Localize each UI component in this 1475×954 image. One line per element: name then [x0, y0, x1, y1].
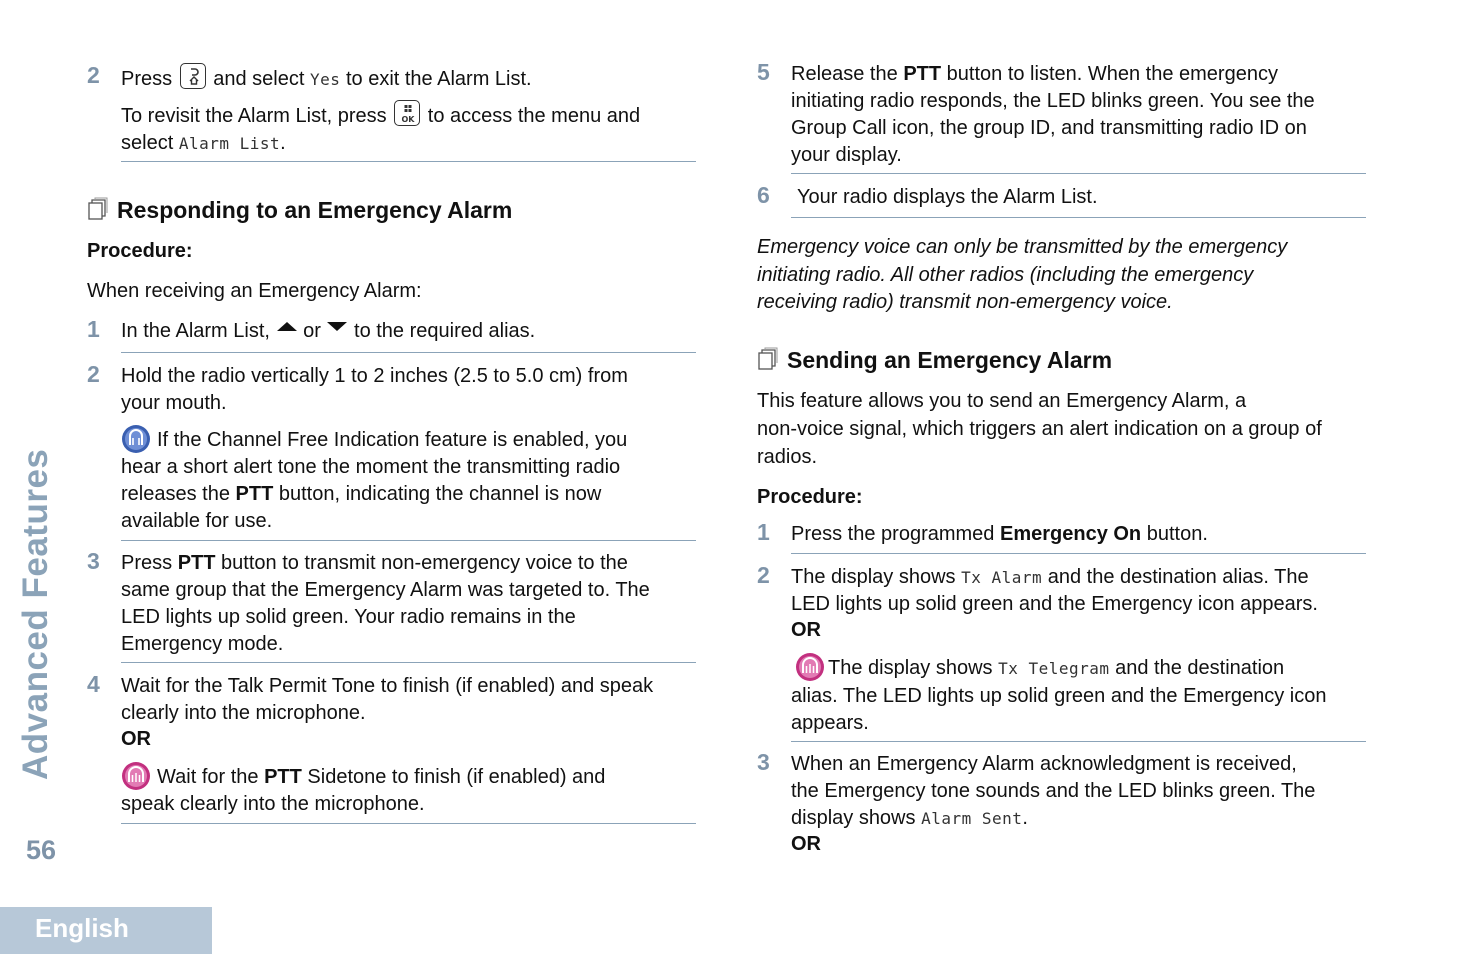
step-text: clearly into the microphone. — [121, 702, 366, 724]
step-text: Emergency On — [999, 523, 1142, 545]
step-text: appears. — [791, 712, 869, 734]
topic-icon — [757, 347, 779, 371]
up-arrow-icon — [276, 320, 298, 334]
step-text: PTT — [177, 552, 216, 574]
display-text-alarm-sent: Alarm Sent — [921, 809, 1023, 828]
tx-telegram-alt-cont — [791, 683, 1381, 737]
step-text: Wait for the — [157, 766, 259, 788]
note-text: PTT — [235, 483, 274, 505]
step-press-ptt — [121, 550, 701, 658]
step-text: select — [121, 132, 174, 154]
note-text: Emergency voice can only be transmitted by the emergency — [757, 236, 1288, 258]
step-number: 2 — [87, 62, 100, 88]
page-number: 56 — [26, 835, 57, 865]
description-text: non-voice signal, which triggers an alert indication on a group of — [757, 418, 1322, 440]
display-text-alarm-list: Alarm List — [178, 134, 281, 153]
step-text: Press the programmed — [791, 523, 995, 545]
step-text: the Emergency tone sounds and the LED blinks green. The — [791, 780, 1316, 802]
step-text: LED lights up solid green. Your radio remains in the — [121, 606, 576, 628]
language-tab — [0, 907, 212, 954]
description-text: radios. — [757, 446, 818, 468]
intro-text: When receiving an Emergency Alarm: — [87, 280, 422, 302]
svg-text:OK: OK — [401, 115, 415, 124]
step-text: speak clearly into the microphone. — [121, 793, 425, 815]
note-text: hear a short alert tone the moment the transmitting radio — [121, 456, 621, 478]
divider — [121, 823, 696, 824]
channel-free-note — [121, 424, 696, 535]
step-number: 3 — [87, 548, 100, 574]
step-text: to the required alias. — [354, 320, 536, 342]
step-text: your display. — [791, 144, 902, 166]
note-text: releases the — [121, 483, 230, 505]
divider — [791, 173, 1366, 174]
step-number: 1 — [87, 316, 100, 342]
step-hold-radio — [121, 363, 696, 417]
step-number: 2 — [757, 562, 770, 588]
section-title: Advanced Features — [16, 448, 55, 780]
display-text-tx-telegram: Tx Telegram — [998, 659, 1110, 678]
note-text: receiving radio) transmit non-emergency voice. — [757, 291, 1173, 313]
step-release-ptt — [791, 61, 1371, 169]
step-text: initiating radio responds, the LED blinks green. You see the — [791, 90, 1315, 112]
back-home-key-icon — [180, 63, 206, 89]
display-text-tx-alarm: Tx Alarm — [961, 568, 1043, 587]
step-acknowledgment — [791, 751, 1381, 857]
step-text: Group Call icon, the group ID, and transmitting radio ID on — [791, 117, 1307, 139]
divider — [121, 352, 696, 353]
step-text: . — [1022, 807, 1028, 829]
step-exit-alarm-list — [121, 63, 701, 157]
step-text: button to listen. When the emergency — [946, 63, 1278, 85]
step-text: display shows — [791, 807, 916, 829]
step-wait-talk-permit — [121, 673, 701, 752]
topic-icon — [87, 197, 109, 221]
divider — [121, 662, 696, 663]
step-text: When an Emergency Alarm acknowledgment is received, — [791, 753, 1297, 775]
step-text: The display shows — [828, 657, 993, 679]
step-text: or — [303, 320, 321, 342]
step-text: to access the menu and — [427, 105, 641, 127]
step-text: Release the — [791, 63, 898, 85]
divider — [791, 741, 1366, 742]
tx-telegram-alt — [795, 652, 1385, 682]
step-number: 3 — [757, 749, 770, 775]
step-text: Emergency mode. — [121, 633, 284, 655]
step-text: LED lights up solid green and the Emergency icon appears. — [791, 593, 1318, 615]
step-scroll-alias — [121, 318, 535, 345]
or-label: OR — [791, 619, 821, 641]
step-number: 6 — [757, 182, 770, 208]
step-text: your mouth. — [121, 392, 227, 414]
note-text: available for use. — [121, 510, 273, 532]
step-text: . — [280, 132, 286, 154]
menu-ok-key-icon — [394, 100, 420, 126]
step-press-emergency-on — [791, 521, 1208, 548]
step-number: 2 — [87, 361, 100, 387]
section-heading — [757, 347, 1112, 374]
note-text: If the Channel Free Indication feature is enabled, you — [157, 429, 628, 451]
divider — [121, 161, 696, 162]
display-text-yes: Yes — [309, 70, 341, 89]
emergency-feature-icon — [121, 761, 151, 791]
step-number: 1 — [757, 519, 770, 545]
feature-description — [757, 387, 1367, 471]
step-text: same group that the Emergency Alarm was targeted to. The — [121, 579, 650, 601]
emergency-voice-note — [757, 234, 1357, 317]
note-text: initiating radio. All other radios (including the emergency — [757, 263, 1254, 286]
step-text: The display shows — [791, 566, 956, 588]
step-text: Sidetone to finish (if enabled) and — [307, 766, 606, 788]
step-text: and select — [213, 68, 305, 90]
step-text: To revisit the Alarm List, press — [121, 105, 387, 127]
step-number: 5 — [757, 59, 770, 85]
divider — [121, 540, 696, 541]
description-text: This feature allows you to send an Emergency Alarm, a — [757, 390, 1247, 412]
note-text: button, indicating the channel is now — [278, 483, 602, 505]
channel-free-feature-icon — [121, 424, 151, 454]
step-text: alias. The LED lights up solid green and the Emergency icon — [791, 685, 1327, 707]
divider — [791, 217, 1366, 218]
language-label: English — [35, 913, 129, 943]
emergency-feature-icon — [795, 652, 825, 682]
heading-text: Responding to an Emergency Alarm — [117, 197, 513, 223]
sidetone-alt — [121, 761, 701, 818]
step-text: button. — [1146, 523, 1208, 545]
step-text: In the Alarm List, — [121, 320, 270, 342]
step-alarm-list-displayed: Your radio displays the Alarm List. — [797, 186, 1098, 208]
or-label: OR — [791, 833, 821, 855]
step-text: Hold the radio vertically 1 to 2 inches (2.5 to 5.0 cm) from — [121, 365, 628, 387]
step-text: and the destination alias. The — [1047, 566, 1309, 588]
step-text: Wait for the Talk Permit Tone to finish (if enabled) and speak — [121, 675, 654, 697]
procedure-label: Procedure: — [757, 486, 863, 508]
heading-text: Sending an Emergency Alarm — [787, 347, 1113, 373]
down-arrow-icon — [326, 320, 348, 334]
step-number: 4 — [87, 671, 100, 697]
step-text: button to transmit non-emergency voice to the — [221, 552, 628, 574]
step-display-tx-alarm — [791, 564, 1381, 643]
section-heading — [87, 197, 512, 224]
step-text: to exit the Alarm List. — [345, 68, 532, 90]
step-text: and the destination — [1115, 657, 1285, 679]
step-text: Press — [121, 68, 173, 90]
step-text: PTT — [264, 766, 302, 788]
divider — [791, 553, 1366, 554]
step-text: Press — [121, 552, 173, 574]
step-text: PTT — [903, 63, 942, 85]
procedure-label: Procedure: — [87, 240, 193, 262]
or-label: OR — [121, 728, 151, 750]
